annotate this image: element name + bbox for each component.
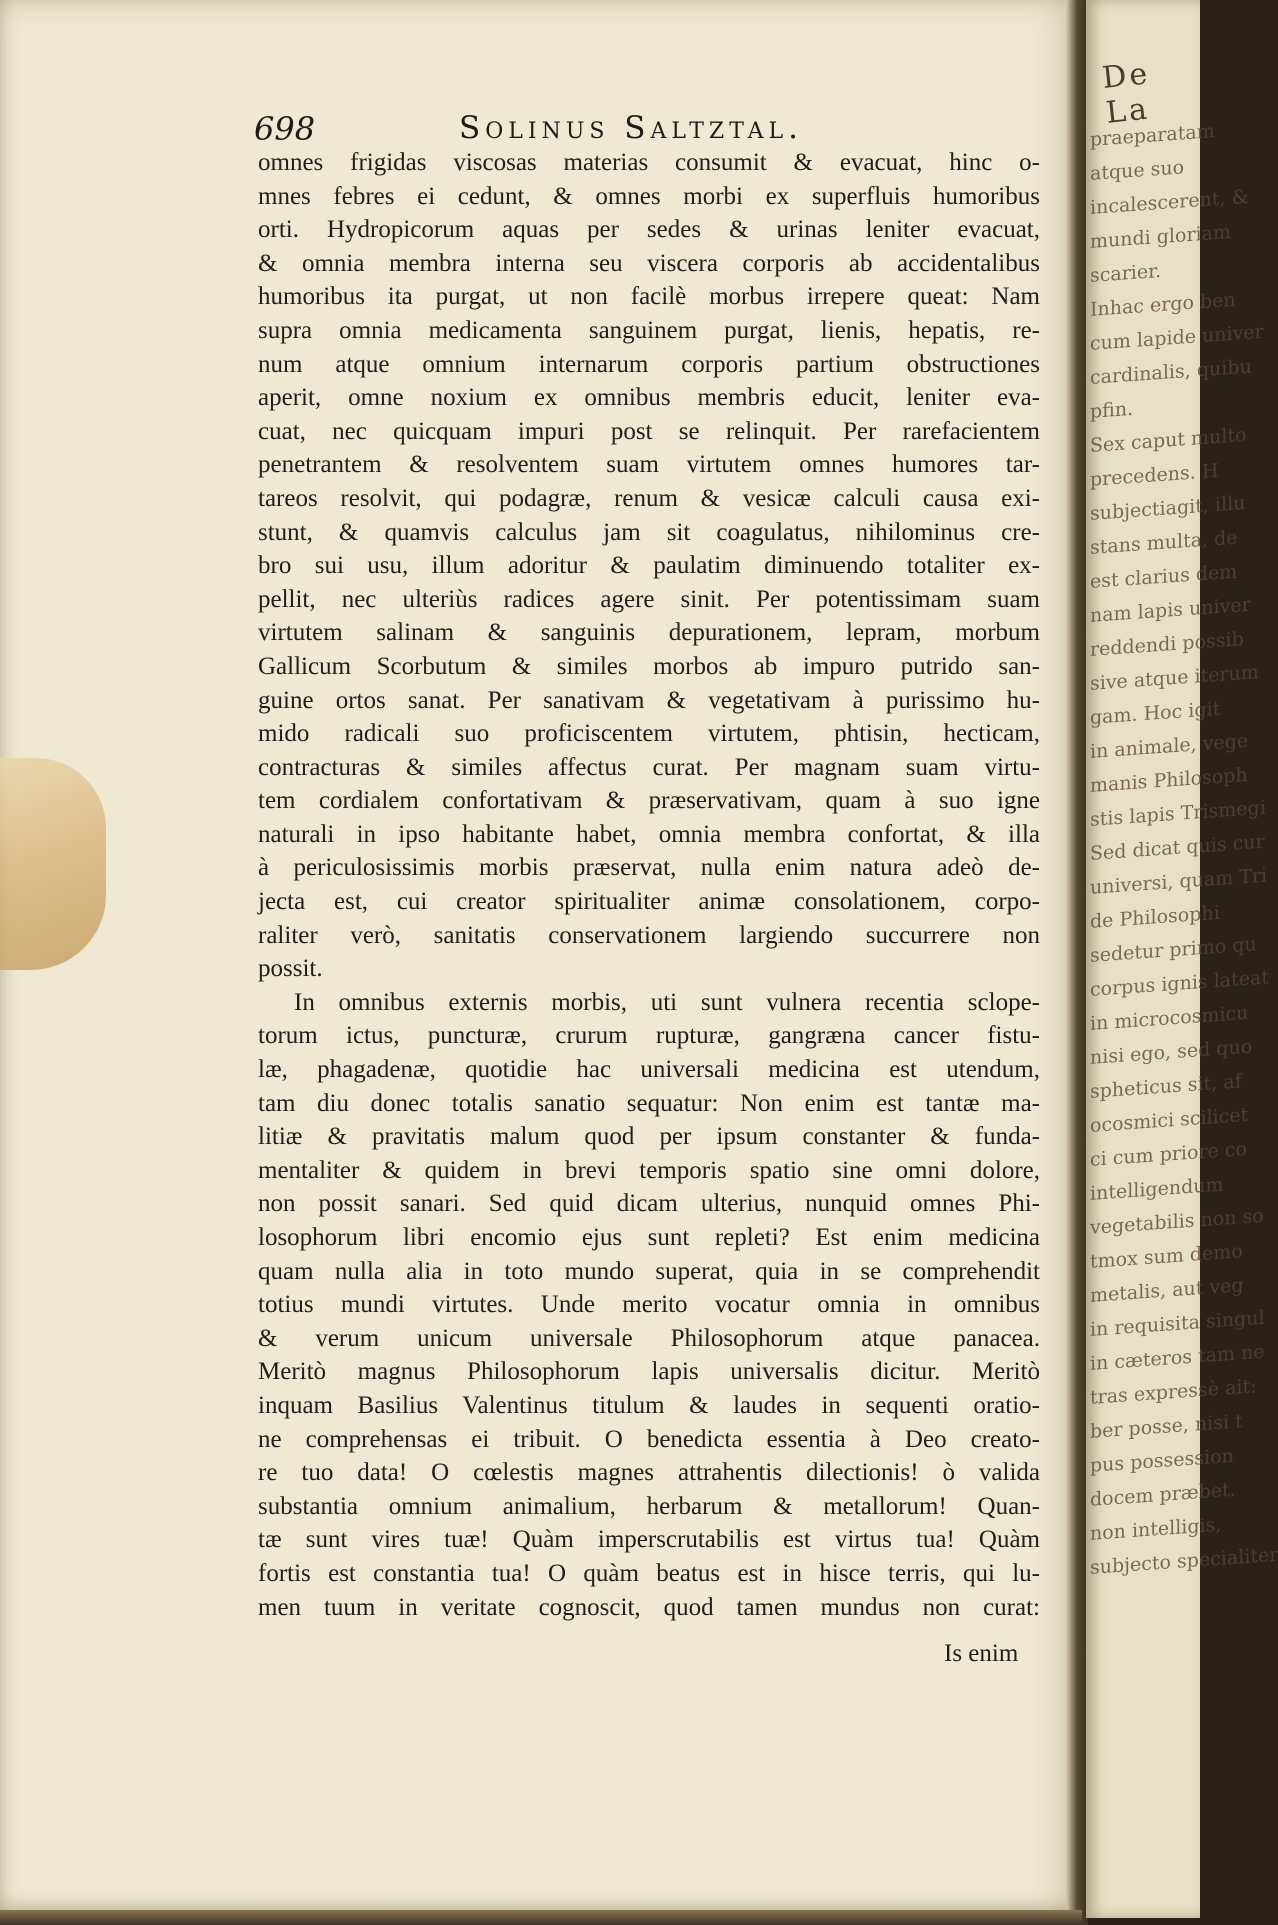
facing-page-line: universi, quam Tri	[1090, 864, 1268, 899]
facing-page-line: cardinalis, quibu	[1090, 355, 1252, 389]
running-head	[254, 106, 894, 150]
facing-page-line: ber posse, nisi t	[1090, 1410, 1243, 1443]
text-line: contracturas & similes affectus curat. Per magnam suam virtu-	[258, 753, 1040, 781]
text-line: tæ sunt vires tuæ! Quàm imperscrutabilis est virtus tua! Quàm	[258, 1526, 1040, 1554]
facing-page-line: est clarius dem	[1090, 560, 1238, 593]
text-line: humoribus ita purgat, ut non facilè morbus irrepere queat: Nam	[258, 283, 1040, 311]
facing-page-line: intelligendum	[1090, 1173, 1224, 1205]
running-title: Solinus Saltztal.	[459, 110, 804, 146]
text-line: mentaliter & quidem in brevi temporis spatio sine omni dolore,	[258, 1156, 1040, 1184]
facing-page-line: gam. Hoc igit	[1090, 697, 1221, 729]
text-line: tem cordialem confortativam & præservativam, quam à suo igne	[258, 787, 1040, 815]
text-line: cuat, nec quicquam impuri post se relinquit. Per rarefacientem	[258, 417, 1040, 445]
facing-page-line: incalescerent, &	[1090, 185, 1249, 219]
text-line: men tuum in veritate cognoscit, quod tamen mundus non curat:	[258, 1593, 1040, 1621]
facing-page-line: manis Philosoph	[1090, 763, 1248, 797]
text-line: torum ictus, puncturæ, crurum rupturæ, gangræna cancer fistu-	[258, 1022, 1040, 1050]
facing-page-line: reddendi possib	[1090, 628, 1244, 661]
text-line: tam diu donec totalis sanatio sequatur: Non enim est tantæ ma-	[258, 1089, 1040, 1117]
page-bottom-edge	[0, 1910, 1082, 1925]
paper-stain	[0, 758, 106, 970]
text-line: penetrantem & resolventem suam virtutem omnes humores tar-	[258, 451, 1040, 479]
text-line: à periculosissimis morbis præservat, nulla enim natura adeò de-	[258, 854, 1040, 882]
text-line: pellit, nec ulteriùs radices agere sinit. Per potentissimam suam	[258, 585, 1040, 613]
text-line: supra omnia medicamenta sanguinem purgat, lienis, hepatis, re-	[258, 316, 1040, 344]
facing-page-line: ci cum priore co	[1090, 1137, 1247, 1171]
text-line: Gallicum Scorbutum & similes morbos ab impuro putrido san-	[258, 652, 1040, 680]
text-line: non possit sanari. Sed quid dicam ulterius, nunquid omnes Phi-	[258, 1190, 1040, 1218]
text-line: litiæ & pravitatis malum quod per ipsum constanter & funda-	[258, 1123, 1040, 1151]
main-text-block	[258, 146, 1040, 1624]
text-line: bro sui usu, illum adoritur & paulatim diminuendo totaliter ex-	[258, 552, 1040, 580]
text-line: mnes febres ei cedunt, & omnes morbi ex superfluis humoribus	[258, 182, 1040, 210]
text-line: & omnia membra interna seu viscera corporis ab accidentalibus	[258, 249, 1040, 277]
facing-page-line: nam lapis univer	[1090, 593, 1251, 627]
facing-page-line: sedetur primo qu	[1090, 933, 1257, 967]
facing-page-line: stis lapis Trismegi	[1090, 796, 1266, 831]
facing-page-line: subjectiagit, illu	[1090, 492, 1246, 525]
facing-page-line: tmox sum demo	[1090, 1240, 1243, 1273]
facing-page-line: in animale, vege	[1090, 729, 1249, 763]
facing-page-line: spheticus sit, af	[1090, 1070, 1242, 1103]
text-line: Meritò magnus Philosophorum lapis universalis dicitur. Meritò	[258, 1358, 1040, 1386]
facing-page-line: in cæteros tam ne	[1090, 1340, 1265, 1375]
facing-page-line: corpus ignis lateat	[1090, 966, 1269, 1001]
book-gutter	[1066, 0, 1088, 1925]
text-line: orti. Hydropicorum aquas per sedes & urinas leniter evacuat,	[258, 216, 1040, 244]
text-line: læ, phagadenæ, quotidie hac universali medicina est utendum,	[258, 1056, 1040, 1084]
facing-page-line: praeparatam	[1090, 120, 1215, 151]
text-line: re tuo data! O cœlestis magnes attrahentis dilectionis! ò valida	[258, 1459, 1040, 1487]
facing-page-line: nisi ego, sed quo	[1090, 1035, 1253, 1069]
facing-page-line: de Philosophi	[1090, 901, 1220, 933]
facing-page-line: Sex caput multo	[1090, 423, 1247, 457]
text-line: raliter verò, sanitatis conservationem largiendo succurrere non	[258, 921, 1040, 949]
text-line: substantia omnium animalium, herbarum & metallorum! Quan-	[258, 1492, 1040, 1520]
text-line: virtutem salinam & sanguinis depurationem, lepram, morbum	[258, 619, 1040, 647]
text-line: losophorum libri encomio ejus sunt repleti? Est enim medicina	[258, 1224, 1040, 1251]
text-line: num atque omnium internarum corporis partium obstructiones	[258, 350, 1040, 378]
text-line: In omnibus externis morbis, uti sunt vulnera recentia sclope-	[294, 988, 1040, 1016]
text-line: stunt, & quamvis calculus jam sit coagulatus, nihilominus cre-	[258, 518, 1040, 546]
facing-page-line: Inhac ergo ben	[1090, 288, 1236, 321]
facing-page-line: non intelligis,	[1090, 1513, 1222, 1545]
text-line: possit.	[258, 955, 323, 983]
facing-page-text	[1090, 118, 1278, 1580]
facing-page-line: in requisita singul	[1090, 1306, 1265, 1341]
facing-page-line: pfin.	[1090, 397, 1134, 423]
text-line: aperit, omne noxium ex omnibus membris educit, leniter eva-	[258, 384, 1040, 412]
facing-page-line: mundi gloriam	[1090, 221, 1231, 253]
facing-page-line: scarier.	[1090, 259, 1162, 287]
facing-page-line: cum lapide univer	[1090, 320, 1264, 355]
text-line: & verum unicum universale Philosophorum atque panacea.	[258, 1324, 1040, 1352]
facing-page-line: stans multa, de	[1090, 526, 1238, 559]
text-line: mido radicali suo proficiscentem virtutem, phtisin, hecticam,	[258, 720, 1040, 748]
text-line: tareos resolvit, qui podagræ, renum & vesicæ calculi causa exi-	[258, 484, 1040, 512]
text-line: fortis est constantia tua! O quàm beatus est in hisce terris, qui lu-	[258, 1559, 1040, 1587]
facing-page-line: in microcosmicu	[1090, 1001, 1249, 1035]
text-line: ne comprehensas ei tribuit. O benedicta essentia à Deo creato-	[258, 1425, 1040, 1453]
facing-page-line: sive atque iterum	[1090, 661, 1259, 695]
text-line: inquam Basilius Valentinus titulum & laudes in sequenti oratio-	[258, 1391, 1040, 1419]
text-line: jecta est, cui creator spiritualiter animæ consolationem, corpo-	[258, 888, 1040, 916]
facing-page-header: De La	[1100, 56, 1152, 131]
facing-page-line: pus possession	[1090, 1444, 1234, 1477]
text-line: omnes frigidas viscosas materias consumit & evacuat, hinc o-	[258, 149, 1040, 176]
text-line: naturali in ipso habitante habet, omnia membra confortat, & illa	[258, 820, 1040, 848]
facing-page-line: Sed dicat quis cur	[1090, 830, 1265, 865]
facing-page-line: subjecto specialiter	[1090, 1543, 1278, 1579]
catchword: Is enim	[944, 1640, 1019, 1667]
facing-page-line: precedens. H	[1090, 459, 1219, 491]
facing-page-line: vegetabilis non so	[1090, 1204, 1264, 1239]
facing-page-edge	[1086, 0, 1278, 1918]
facing-page-line: ocosmici scilicet	[1090, 1103, 1249, 1137]
text-line: totius mundi virtutes. Unde merito vocatur omnia in omnibus	[258, 1291, 1040, 1319]
facing-page-line: atque suo	[1090, 156, 1185, 185]
facing-page-line: docem præbet.	[1090, 1478, 1236, 1511]
page-number: 698	[254, 110, 316, 148]
facing-page-line: metalis, aut veg	[1090, 1274, 1244, 1307]
text-line: quam nulla alia in toto mundo superat, quia in se comprehendit	[258, 1257, 1040, 1285]
facing-page-line: tras expressè ait:	[1090, 1375, 1257, 1409]
text-line: guine ortos sanat. Per sanativam & vegetativam à purissimo hu-	[258, 686, 1040, 714]
